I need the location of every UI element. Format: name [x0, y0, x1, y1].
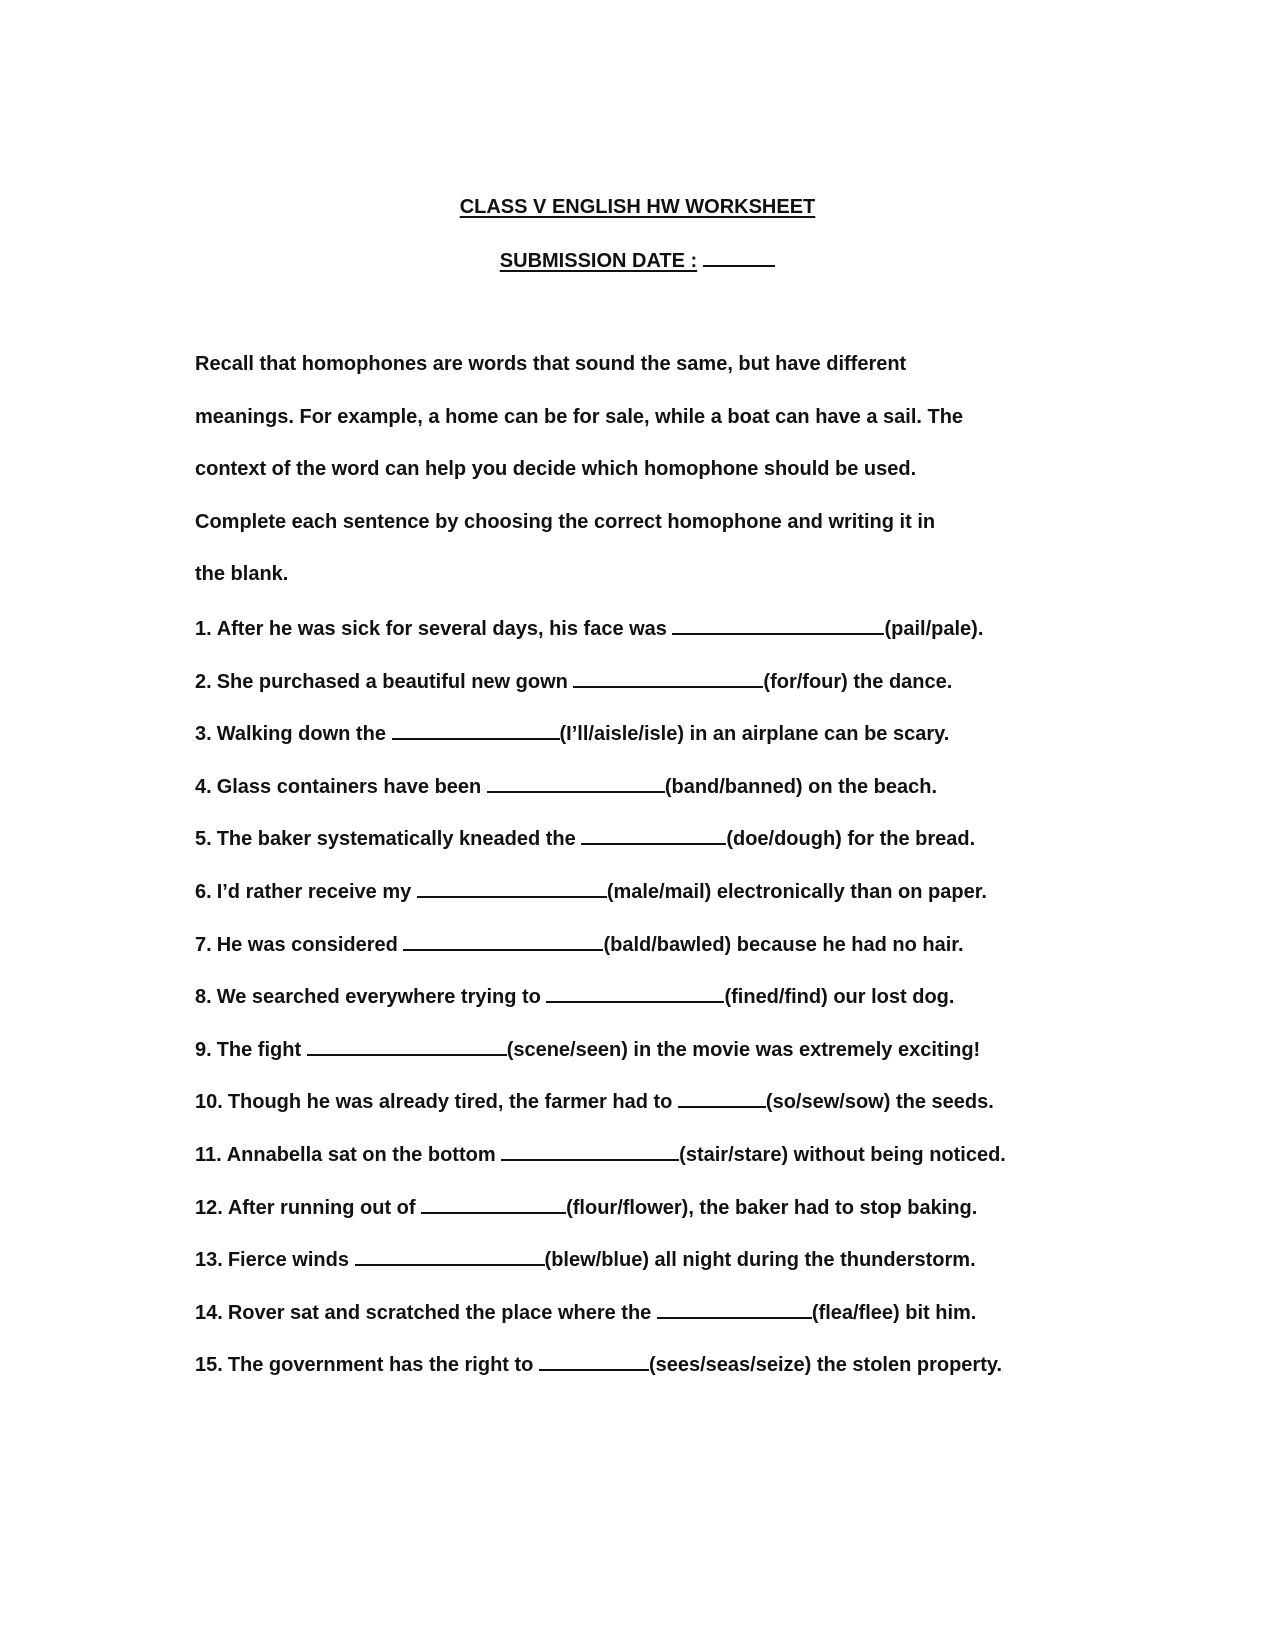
answer-blank: [501, 1141, 679, 1161]
question-text: He was considered: [216, 933, 398, 956]
question-number: 7.: [195, 933, 212, 956]
question-11: [195, 1141, 1095, 1194]
worksheet-body: [195, 352, 1095, 1404]
answer-blank: [307, 1036, 507, 1056]
question-number: 15.: [195, 1354, 223, 1377]
question-6: [195, 878, 1095, 931]
question-text: Annabella sat on the bottom: [226, 1143, 496, 1166]
question-text-after: without being noticed.: [788, 1143, 1006, 1166]
question-choices: (stair/stare): [679, 1143, 789, 1166]
answer-blank: [672, 615, 884, 635]
answer-blank: [657, 1299, 812, 1319]
question-text: I’d rather receive my: [216, 880, 412, 903]
answer-blank: [573, 668, 763, 688]
question-text: After he was sick for several days, his face was: [216, 617, 667, 640]
question-number: 13.: [195, 1249, 223, 1272]
question-text-after: the seeds.: [890, 1091, 994, 1114]
question-choices: (for/four): [763, 670, 848, 693]
question-choices: (sees/seas/seize): [648, 1354, 812, 1377]
question-number: 14.: [195, 1301, 223, 1324]
question-4: [195, 773, 1095, 826]
question-text: The government has the right to: [227, 1354, 534, 1377]
question-10: [195, 1088, 1095, 1141]
question-2: [195, 668, 1095, 721]
question-choices: (I’ll/aisle/isle): [559, 723, 685, 746]
answer-blank: [546, 983, 724, 1003]
answer-blank: [392, 720, 560, 740]
question-13: [195, 1246, 1095, 1299]
question-text-after: electronically than on paper.: [711, 880, 987, 903]
question-choices: (band/banned): [664, 775, 803, 798]
question-number: 4.: [195, 775, 212, 798]
question-text-after: bit him.: [899, 1301, 977, 1324]
submission-date-blank: [703, 247, 775, 267]
question-text: Though he was already tired, the farmer had to: [227, 1091, 673, 1114]
question-8: [195, 983, 1095, 1036]
answer-blank: [421, 1194, 566, 1214]
answer-blank: [581, 825, 726, 845]
question-number: 9.: [195, 1038, 212, 1061]
question-5: [195, 825, 1095, 878]
question-number: 2.: [195, 670, 212, 693]
question-choices: (flea/flee): [811, 1301, 900, 1324]
question-text: Fierce winds: [227, 1249, 349, 1272]
question-choices: (flour/flower),: [566, 1196, 694, 1219]
question-3: [195, 720, 1095, 773]
question-text: Glass containers have been: [216, 775, 482, 798]
question-7: [195, 931, 1095, 984]
worksheet-title: CLASS V ENGLISH HW WORKSHEET: [459, 196, 816, 218]
worksheet-title-row: [0, 196, 1275, 219]
instruction-line: the blank.: [195, 563, 289, 586]
question-9: [195, 1036, 1095, 1089]
question-text: After running out of: [227, 1196, 416, 1219]
question-choices: (scene/seen): [506, 1038, 628, 1061]
question-12: [195, 1194, 1095, 1247]
answer-blank: [487, 773, 665, 793]
question-text-after: for the bread.: [841, 828, 976, 851]
question-number: 12.: [195, 1196, 223, 1219]
question-choices: (so/sew/sow): [765, 1091, 891, 1114]
question-text: The baker systematically kneaded the: [216, 828, 576, 851]
question-number: 11.: [195, 1143, 222, 1166]
instruction-line: Complete each sentence by choosing the correct homophone and writing it in: [195, 510, 936, 533]
question-number: 8.: [195, 986, 212, 1009]
question-text-after: in an airplane can be scary.: [684, 723, 950, 746]
question-number: 5.: [195, 828, 212, 851]
submission-date-row: [0, 247, 1275, 273]
question-text-after: in the movie was extremely exciting!: [627, 1038, 981, 1061]
answer-blank: [417, 878, 607, 898]
question-text: The fight: [216, 1038, 302, 1061]
question-number: 1.: [195, 617, 212, 640]
question-text: Walking down the: [216, 723, 386, 746]
question-14: [195, 1299, 1095, 1352]
instruction-line: meanings. For example, a home can be for sale, while a boat can have a sail. The: [195, 405, 964, 428]
question-text-after: all night during the thunderstorm.: [648, 1249, 976, 1272]
question-choices: (bald/bawled): [603, 933, 732, 956]
submission-date-label: SUBMISSION DATE :: [499, 250, 698, 272]
answer-blank: [678, 1088, 766, 1108]
instruction-line: Recall that homophones are words that sound the same, but have different: [195, 353, 907, 375]
question-choices: (male/mail): [606, 880, 712, 903]
question-15: [195, 1351, 1095, 1404]
question-1: [195, 615, 1095, 668]
question-text-after: on the beach.: [802, 775, 938, 798]
question-text-after: the stolen property.: [811, 1354, 1003, 1377]
answer-blank: [539, 1351, 649, 1371]
question-choices: (doe/dough): [726, 828, 842, 851]
question-text: She purchased a beautiful new gown: [216, 670, 568, 693]
answer-blank: [355, 1246, 545, 1266]
question-choices: (fined/find): [724, 986, 828, 1009]
instruction-line: context of the word can help you decide which homophone should be used.: [195, 458, 917, 481]
question-text-after: the baker had to stop baking.: [693, 1196, 978, 1219]
question-text-after: the dance.: [847, 670, 953, 693]
question-text: We searched everywhere trying to: [216, 986, 541, 1009]
answer-blank: [403, 931, 603, 951]
question-text-after: our lost dog.: [827, 986, 955, 1009]
question-number: 6.: [195, 880, 212, 903]
question-number: 10.: [195, 1091, 223, 1114]
question-choices: (pail/pale).: [884, 617, 984, 640]
question-choices: (blew/blue): [544, 1249, 649, 1272]
question-number: 3.: [195, 723, 212, 746]
question-text-after: because he had no hair.: [731, 933, 964, 956]
question-text: Rover sat and scratched the place where the: [227, 1301, 652, 1324]
